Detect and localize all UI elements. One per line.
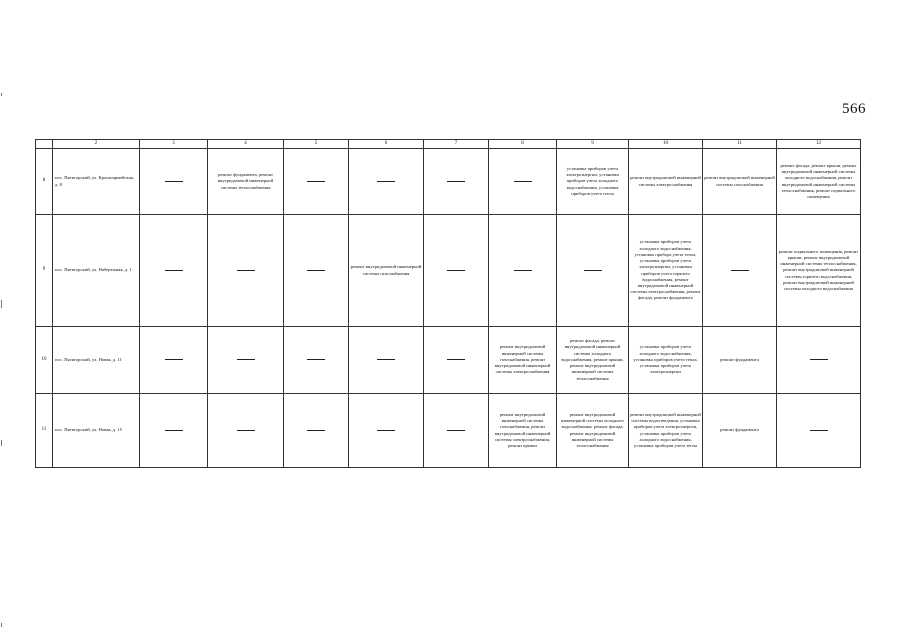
row-number: 10 <box>36 327 53 394</box>
empty-dash <box>165 270 183 271</box>
column-header: 10 <box>629 140 703 149</box>
table-row <box>36 327 861 394</box>
table-cell <box>777 327 861 394</box>
table-cell <box>349 149 424 215</box>
table-cell <box>424 327 489 394</box>
table-cell: ремонт внутридомовой инженерной системы электроснабжения <box>629 149 703 215</box>
repair-schedule-table <box>35 139 861 468</box>
empty-dash <box>514 270 532 271</box>
empty-dash <box>447 270 465 271</box>
table-cell <box>349 394 424 468</box>
column-header: 12 <box>777 140 861 149</box>
table-cell <box>284 149 349 215</box>
table-cell <box>140 327 208 394</box>
table-cell <box>703 215 777 327</box>
row-number: 8 <box>36 149 53 215</box>
empty-dash <box>237 359 255 360</box>
table-cell <box>140 149 208 215</box>
empty-dash <box>810 430 828 431</box>
empty-dash <box>447 430 465 431</box>
table-cell: установка приборов учета электроэнергии, установка приборов учета холодного водоснабжения, установка приборов учета тепла <box>557 149 629 215</box>
column-header <box>36 140 53 149</box>
table-cell: ремонт фундамента <box>703 394 777 468</box>
address-cell: пос. Пятигорский, ул. Новая, д. 15 <box>53 394 140 468</box>
empty-dash <box>237 270 255 271</box>
row-number: 9 <box>36 215 53 327</box>
table-cell <box>489 149 557 215</box>
table-cell: ремонт внутридомовой инженерной системы газоснабжения <box>349 215 424 327</box>
table-cell: установка приборов учета холодного водоснабжения, установка прибора учета тепла, установка приборов учета электроэнергии, установка приборов учета горячего водоснабжения, ремонт внутридомовой инженерной системы электроснабжения, ремонт фасада, ремонт фундамента <box>629 215 703 327</box>
table-row <box>36 215 861 327</box>
empty-dash <box>377 430 395 431</box>
table-cell: ремонт подвального помещения, ремонт крыши, ремонт внутридомовой инженерной системы теплоснабжения, ремонт внутридомовой инженерной системы горячего водоснабжения, ремонт внутридомовой инженерной системы холодного водоснабжения <box>777 215 861 327</box>
table-cell <box>140 215 208 327</box>
column-header: 4 <box>208 140 284 149</box>
address-cell: пос. Пятигорский, ул. Красноармейская, д. 8 <box>53 149 140 215</box>
column-header: 11 <box>703 140 777 149</box>
empty-dash <box>237 430 255 431</box>
table-cell: ремонт фундамента, ремонт внутридомовой инженерной системы теплоснабжения <box>208 149 284 215</box>
left-edge-mark <box>1 300 2 308</box>
empty-dash <box>165 359 183 360</box>
table-cell <box>140 394 208 468</box>
empty-dash <box>584 270 602 271</box>
empty-dash <box>447 359 465 360</box>
empty-dash <box>377 181 395 182</box>
column-header: 8 <box>489 140 557 149</box>
column-header: 3 <box>140 140 208 149</box>
table-cell <box>208 327 284 394</box>
table-cell: ремонт фасада, ремонт крыши, ремонт внутридомовой инженерной системы холодного водоснабжения, ремонт внутридомовой инженерной системы теплоснабжения, ремонт подвального помещения <box>777 149 861 215</box>
table-cell <box>424 394 489 468</box>
row-number: 11 <box>36 394 53 468</box>
column-header: 9 <box>557 140 629 149</box>
empty-dash <box>165 430 183 431</box>
empty-dash <box>307 181 325 182</box>
table-cell <box>489 215 557 327</box>
empty-dash <box>447 181 465 182</box>
table-cell <box>424 215 489 327</box>
table-cell: ремонт внутридомовой инженерной системы газоснабжения, ремонт внутридомовой инженерной системы электроснабжения <box>489 327 557 394</box>
empty-dash <box>307 430 325 431</box>
table-cell <box>208 215 284 327</box>
table-cell <box>284 215 349 327</box>
table-cell: ремонт фасада, ремонт внутридомовой инженерной системы холодного водоснабжения, ремонт крыши, ремонт внутридомовой инженерной системы теплоснабжения <box>557 327 629 394</box>
empty-dash <box>307 359 325 360</box>
table-cell <box>349 327 424 394</box>
address-cell: пос. Пятигорский, ул. Новая, д. 11 <box>53 327 140 394</box>
table-cell: ремонт внутридомовой инженерной системы газоснабжения <box>703 149 777 215</box>
table-cell <box>777 394 861 468</box>
table-cell: ремонт внутридомовой инженерной системы газоснабжения, ремонт внутридомовой инженерной системы электроснабжения, ремонт крыши <box>489 394 557 468</box>
empty-dash <box>810 359 828 360</box>
table-cell <box>557 215 629 327</box>
column-header: 6 <box>349 140 424 149</box>
empty-dash <box>731 270 749 271</box>
empty-dash <box>377 359 395 360</box>
empty-dash <box>514 181 532 182</box>
address-cell: пос. Пятигорский, ул. Набережная, д. 1 <box>53 215 140 327</box>
page-number: 566 <box>842 101 866 117</box>
empty-dash <box>307 270 325 271</box>
column-header: 7 <box>424 140 489 149</box>
table-cell <box>208 394 284 468</box>
column-header: 2 <box>53 140 140 149</box>
column-header: 5 <box>284 140 349 149</box>
table-cell <box>424 149 489 215</box>
table-cell <box>284 327 349 394</box>
table-cell: установка приборов учета холодного водоснабжения, установка приборов учета тепла, установка приборов учета электроэнергии <box>629 327 703 394</box>
table-cell <box>284 394 349 468</box>
left-edge-mark <box>1 93 2 96</box>
header-row <box>36 140 861 149</box>
empty-dash <box>165 181 183 182</box>
left-edge-mark <box>1 440 2 446</box>
table-cell: ремонт фундамента <box>703 327 777 394</box>
table-row <box>36 149 861 215</box>
table-row <box>36 394 861 468</box>
table-cell: ремонт внутридомовой инженерной системы водоотведения, установка приборов учета электроэнергии, установка приборов учета холодного водоснабжения, установка приборов учета тепла <box>629 394 703 468</box>
table-cell: ремонт внутридомовой инженерной системы холодного водоснабжения, ремонт фасада, ремонт внутридомовой инженерной системы теплоснабжения <box>557 394 629 468</box>
left-edge-mark <box>1 623 2 627</box>
